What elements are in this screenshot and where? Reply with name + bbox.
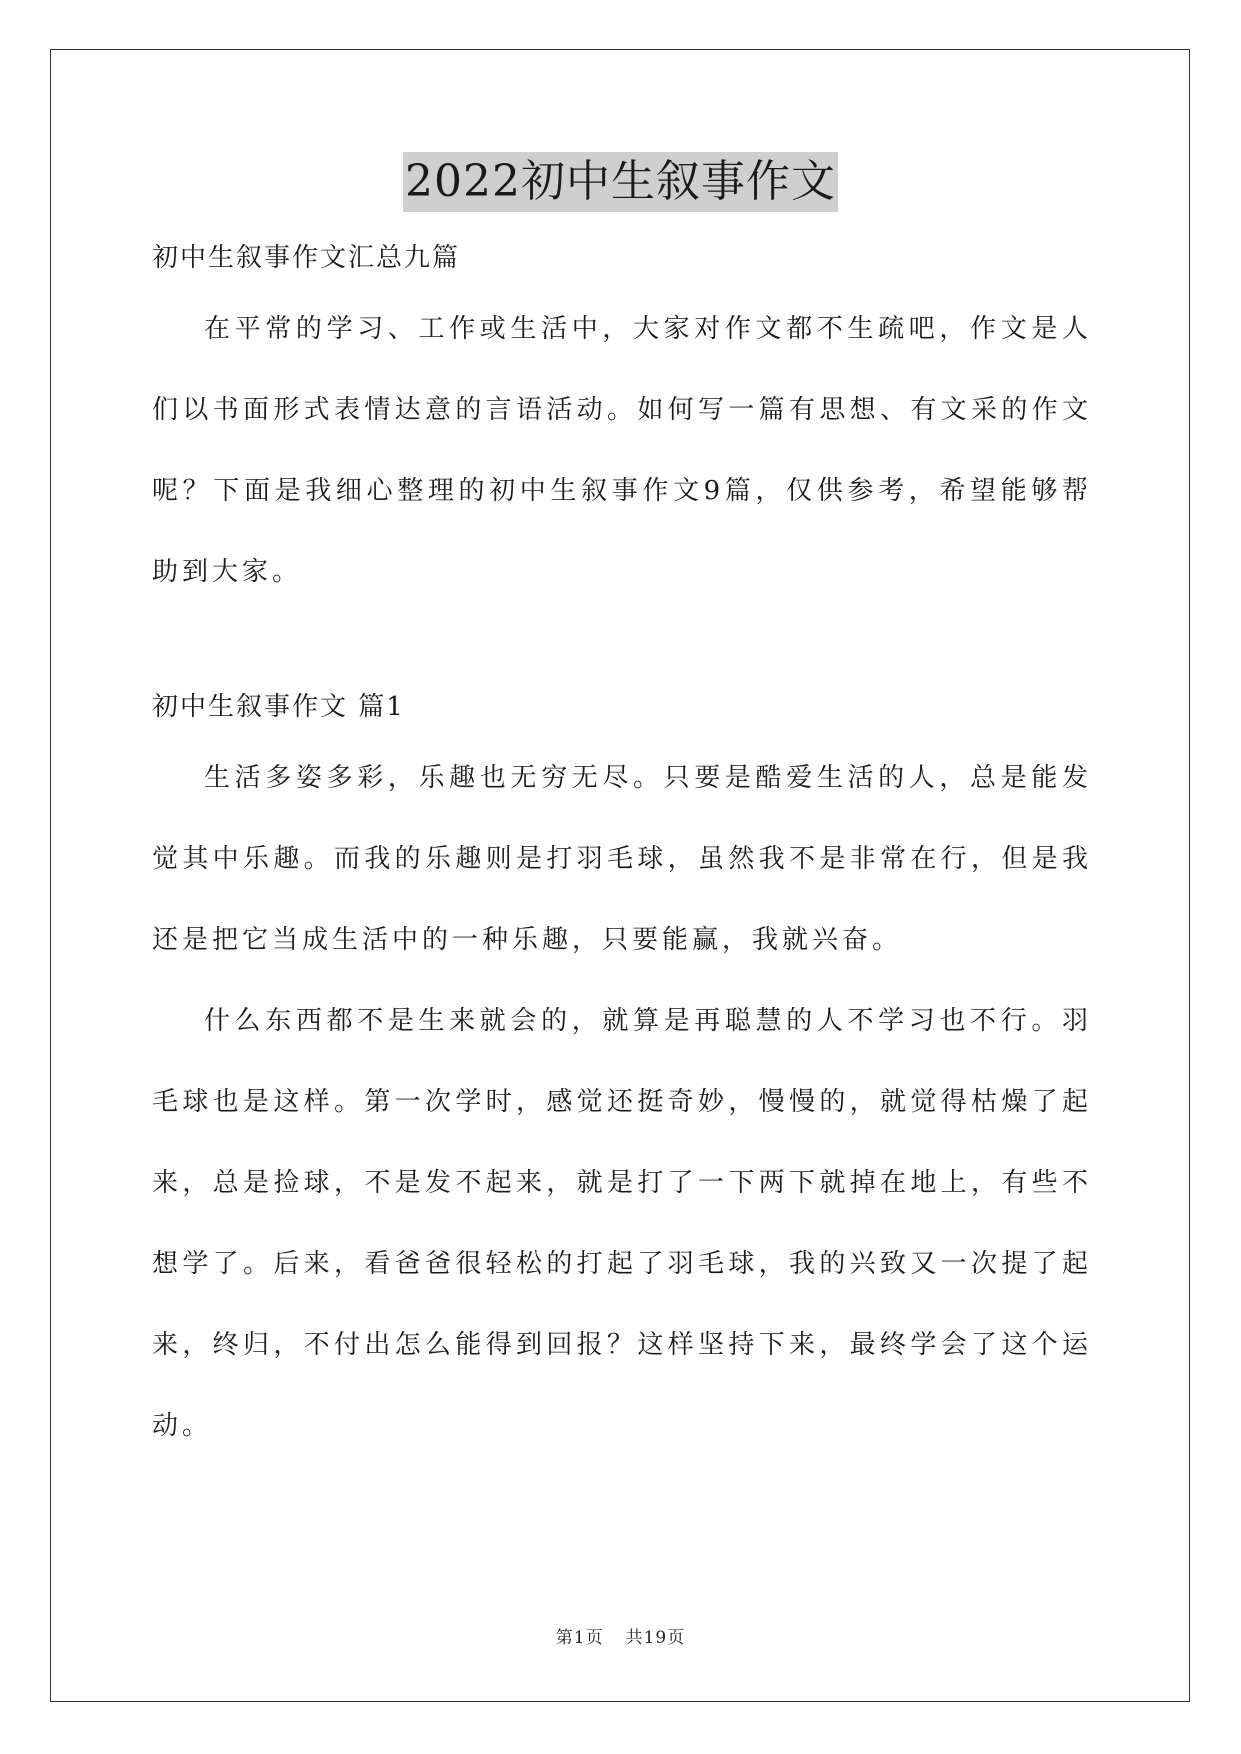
document-body xyxy=(152,230,1092,1467)
body-paragraph: 生活多姿多彩，乐趣也无穷无尽。只要是酷爱生活的人，总是能发觉其中乐趣。而我的乐趣则是打羽毛球，虽然我不是非常在行，但是我还是把它当成生活中的一种乐趣，只要能赢，我就兴奋。 xyxy=(152,763,1092,955)
page-total: 共19页 xyxy=(625,1628,686,1648)
document-title: 2022初中生叙事作文 xyxy=(403,152,838,212)
section-heading: 初中生叙事作文 篇1 xyxy=(152,692,405,722)
title-container xyxy=(0,152,1241,212)
document-subtitle: 初中生叙事作文汇总九篇 xyxy=(152,243,461,273)
page-number: 第1页 xyxy=(555,1628,604,1648)
page-footer xyxy=(0,1623,1241,1648)
intro-paragraph: 在平常的学习、工作或生活中，大家对作文都不生疏吧，作文是人们以书面形式表情达意的言语活动。如何写一篇有思想、有文采的作文呢？下面是我细心整理的初中生叙事作文9篇，仅供参考，希望能够帮助到大家。 xyxy=(152,314,1092,587)
body-paragraph: 什么东西都不是生来就会的，就算是再聪慧的人不学习也不行。羽毛球也是这样。第一次学时，感觉还挺奇妙，慢慢的，就觉得枯燥了起来，总是捡球，不是发不起来，就是打了一下两下就掉在地上，有些不想学了。后来，看爸爸很轻松的打起了羽毛球，我的兴致又一次提了起来，终归，不付出怎么能得到回报？这样坚持下来，最终学会了这个运动。 xyxy=(152,1006,1092,1441)
